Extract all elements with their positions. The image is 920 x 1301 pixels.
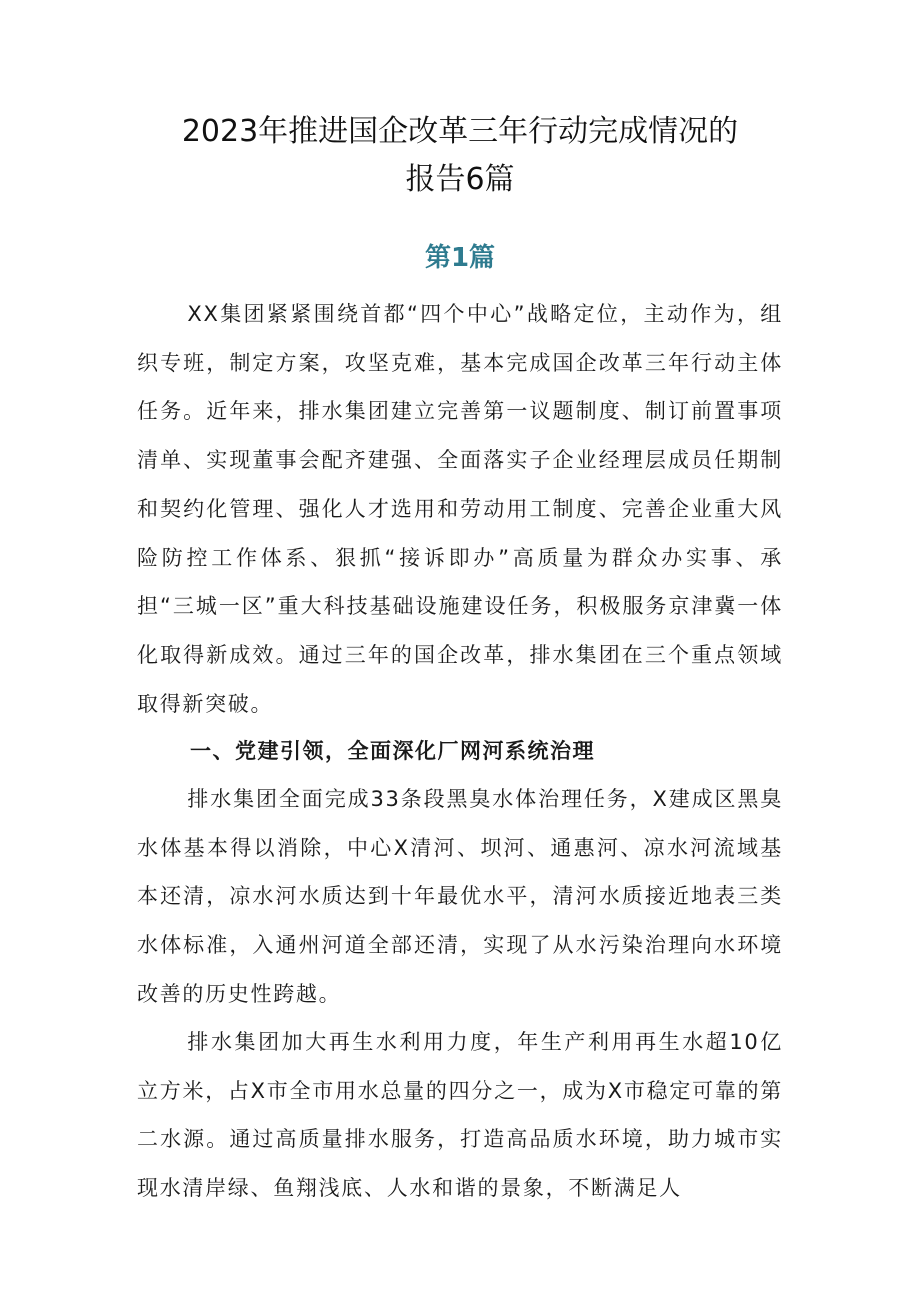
section-title: 第1篇 [424,243,496,273]
paragraph-recycled-water: 排水集团加大再生水利用力度，年生产利用再生水超10亿立方米，占X市全市用水总量的四分之一，成为X市稳定可靠的第二水源。通过高质量排水服务，打造高品质水环境，助力城市实现水清岸绿、鱼翔浅底、人水和谐的景象，不断满足人 [137,1030,783,1201]
paragraph-water-treatment: 排水集团全面完成33条段黑臭水体治理任务，X建成区黑臭水体基本得以消除，中心X清河、坝河、通惠河、凉水河流域基本还清，凉水河水质达到十年最优水平，清河水质接近地表三类水体标准，入通州河道全部还清，实现了从水污染治理向水环境改善的历史性跨越。 [137,787,783,1006]
paragraph-intro: XX集团紧紧围绕首都“四个中心”战略定位，主动作为，组织专班，制定方案，攻坚克难，基本完成国企改革三年行动主体任务。近年来，排水集团建立完善第一议题制度、制订前置事项清单、实现董事会配齐建强、全面落实子企业经理层成员任期制和契约化管理、强化人才选用和劳动用工制度、完善企业重大风险防控工作体系、狠抓“接诉即办”高质量为群众办实事、承担“三城一区”重大科技基础设施建设任务，积极服务京津冀一体化取得新成效。通过三年的国企改革，排水集团在三个重点领域取得新突破。 [137,302,783,716]
subheading-party-building: 一、党建引领，全面深化厂网河系统治理 [190,739,595,763]
document-title-line2: 报告6篇 [405,162,515,197]
document-title-line1: 2023年推进国企改革三年行动完成情况的 [181,114,739,149]
document-title [120,108,800,204]
